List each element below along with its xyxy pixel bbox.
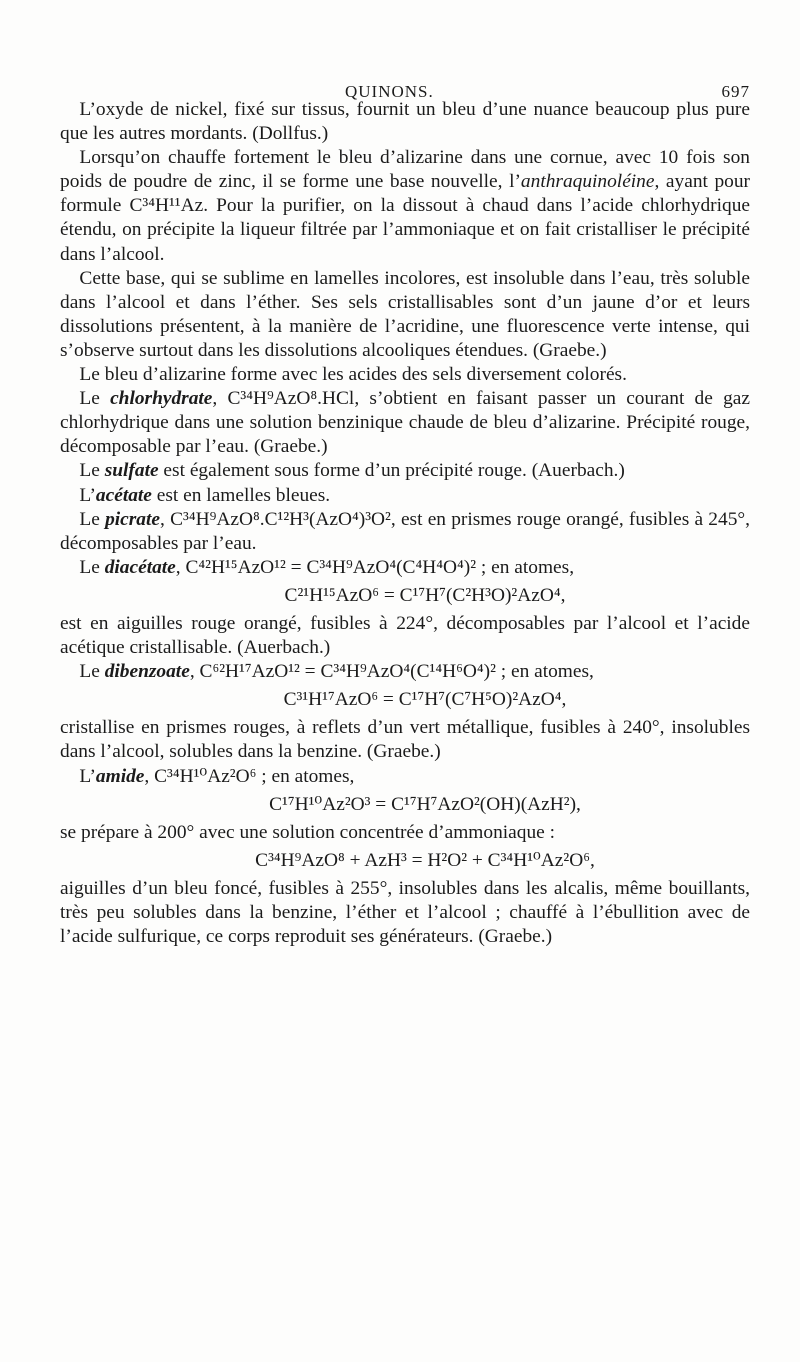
paragraph-nickel-oxide: L’oxyde de nickel, fixé sur tissus, fournit un bleu d’une nuance beaucoup plus pure que les autres mordants. (Dollfus.)	[60, 99, 750, 145]
formula-inline: C³⁴H⁹AzO⁸.C¹²H³(AzO⁴)³O²	[170, 508, 391, 530]
term-sulfate: sulfate	[104, 460, 159, 482]
text-run: ,	[144, 765, 155, 787]
text-run: ,	[212, 388, 228, 410]
term-acetate: acétate	[95, 484, 152, 506]
text-run: Le	[79, 508, 106, 530]
paragraph-diacetate	[60, 556, 750, 580]
formula-inline: C³⁴H¹⁰Az²O⁶	[154, 765, 257, 787]
formula-inline: C³⁴H⁹AzO⁸.HCl	[227, 388, 355, 410]
formula-inline: C⁴²H¹⁵AzO¹² = C³⁴H⁹AzO⁴(C⁴H⁴O⁴)²	[185, 556, 477, 578]
text-run: Le	[79, 661, 105, 683]
formula-inline: C⁶²H¹⁷AzO¹² = C³⁴H⁹AzO⁴(C¹⁴H⁶O⁴)²	[199, 661, 496, 683]
formula-dibenzoate-atoms: C³¹H¹⁷AzO⁶ = C¹⁷H⁷(C⁷H⁵O)²AzO⁴,	[283, 689, 567, 711]
text-run: ,	[160, 508, 171, 530]
term-picrate: picrate	[105, 508, 160, 530]
term-amide: amide	[95, 765, 145, 787]
paragraph-chlorhydrate	[60, 387, 750, 459]
paragraph-sulfate	[60, 459, 750, 483]
paragraph-anthraquinoleine	[60, 146, 750, 266]
term-anthraquinoleine: anthraquinoléine	[520, 171, 655, 193]
paragraph-dibenzoate	[60, 660, 750, 684]
paragraph-base-properties: Cette base, qui se sublime en lamelles incolores, est insoluble dans l’eau, très soluble dans l’alcool et dans l’éther. Ses sels cristallisables sont d’un jaune d’or et leurs dissolutions présentent, à la manière de l’acridine, une fluorescence verte intense, qui s’observe surtout dans les dissolutions alcooliques étendues. (Graebe.)	[60, 267, 750, 361]
running-title: QUINONS.	[345, 82, 434, 101]
text-run: L’	[79, 765, 96, 787]
paragraph-dibenzoate-properties: cristallise en prismes rouges, à reflets d’un vert métallique, fusibles à 240°, insolubles dans l’alcool, solubles dans la benzine. (Graebe.)	[60, 717, 750, 763]
formula-amide-atoms: C¹⁷H¹⁰Az²O³ = C¹⁷H⁷AzO²(OH)(AzH²),	[269, 793, 581, 815]
paragraph-amide	[60, 765, 750, 789]
text-run: ,	[175, 556, 186, 578]
paragraph-amide-preparation: se prépare à 200° avec une solution concentrée d’ammoniaque :	[60, 821, 556, 843]
paragraph-amide-properties: aiguilles d’un bleu foncé, fusibles à 255°, insolubles dans les alcalis, même bouillants, très peu solubles dans la benzine, l’éther et l’alcool ; chauffé à l’ébullition avec de l’acide sulfurique, ce corps reproduit ses générateurs. (Graebe.)	[60, 877, 750, 948]
term-dibenzoate: dibenzoate	[104, 661, 190, 683]
text-run: ; en atomes,	[495, 661, 594, 683]
text-run: , est en prismes rouge orangé, fusibles à 245°, décomposables par l’eau.	[60, 508, 750, 554]
formula-amide-reaction: C³⁴H⁹AzO⁸ + AzH³ = H²O² + C³⁴H¹⁰Az²O⁶,	[255, 849, 595, 871]
text-run: est en lamelles bleues.	[151, 484, 331, 506]
text-run: , ayant pour formule	[60, 171, 751, 217]
text-run: , s’obtient en faisant passer un courant de gaz chlorhydrique dans une solution benzinique chaude de bleu d’alizarine. Précipité rouge, décomposable par l’eau. (Graebe.)	[60, 388, 750, 458]
text-run: Le	[79, 460, 105, 482]
text-run: Le	[79, 556, 105, 578]
page-number: 697	[721, 82, 750, 101]
text-run: ; en atomes,	[256, 765, 355, 787]
text-run: L’	[79, 484, 96, 506]
formula-diacetate-atoms: C²¹H¹⁵AzO⁶ = C¹⁷H⁷(C²H³O)²AzO⁴,	[284, 584, 566, 606]
text-run: Lorsqu’on chauffe fortement le bleu d’alizarine dans une cornue, avec 10 fois son poids de poudre de zinc, il se forme une base nouvelle, l’	[60, 147, 750, 193]
paragraph-picrate	[60, 508, 750, 556]
term-diacetate: diacétate	[104, 556, 176, 578]
paragraph-acetate	[60, 484, 750, 508]
term-chlorhydrate: chlorhydrate	[110, 388, 213, 410]
body-text	[60, 98, 750, 949]
text-run: . Pour la purifier, on la dissout à chaud dans l’acide chlorhydrique étendu, on précipite la liqueur filtrée par l’ammoniaque et on fait cristalliser le précipité dans l’alcool.	[60, 195, 750, 265]
formula-inline: C³⁴H¹¹Az	[129, 195, 204, 217]
paragraph-diacetate-properties: est en aiguilles rouge orangé, fusibles à 224°, décomposables par l’alcool et l’acide acétique cristallisable. (Auerbach.)	[60, 612, 750, 659]
text-run: ; en atomes,	[476, 556, 575, 578]
text-run: ,	[189, 661, 200, 683]
paragraph-salts: Le bleu d’alizarine forme avec les acides des sels diversement colorés.	[79, 364, 627, 386]
text-run: est également sous forme d’un précipité rouge. (Auerbach.)	[158, 460, 625, 482]
text-run: Le	[79, 388, 111, 410]
